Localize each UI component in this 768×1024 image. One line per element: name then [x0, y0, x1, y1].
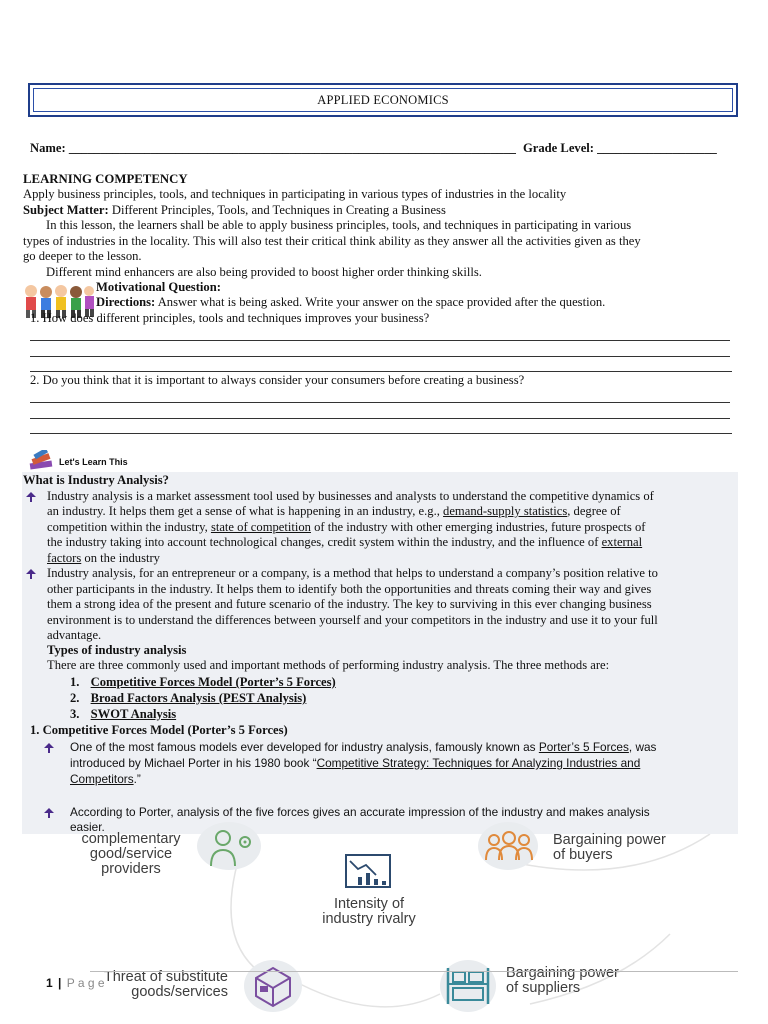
- method-3: [70, 707, 176, 722]
- rivalry-chart-icon: [344, 853, 392, 891]
- lets-learn-label: Let's Learn This: [59, 457, 128, 467]
- person-gear-icon: [207, 826, 257, 868]
- s1-line-1-tail: , was: [628, 740, 657, 754]
- p1-line-2-tail: , degree of: [567, 504, 621, 518]
- complementary-line-1: complementary: [81, 831, 181, 847]
- name-label: Name:: [30, 141, 66, 155]
- subject-text: Different Principles, Tools, and Techniques in Creating a Business: [111, 203, 446, 217]
- motivation-heading: Motivational Question:: [96, 280, 221, 294]
- complementary-label: [66, 832, 196, 877]
- p1-line-2: [47, 504, 621, 519]
- section-1-heading: 1. Competitive Forces Model (Porter’s 5 Forces): [30, 723, 288, 737]
- substitutes-line-2: goods/services: [131, 984, 228, 1000]
- arrow-bullet-icon: [44, 808, 54, 818]
- s2-line-1: According to Porter, analysis of the five forces gives an accurate impression of the industry and makes analysis: [70, 805, 650, 819]
- s1-line-1: [70, 740, 656, 754]
- arrow-bullet-icon: [26, 492, 36, 502]
- method-2: [70, 691, 306, 706]
- p1-line-3-tail: of the industry with other emerging industries, future prospects of: [310, 520, 646, 534]
- directions-text: Answer what is being asked. Write your answer on the space provided after the question.: [157, 295, 606, 309]
- industry-question: What is Industry Analysis?: [23, 473, 169, 487]
- title-box: [28, 83, 738, 117]
- link-competitive-strategy[interactable]: Competitive Strategy: Techniques for Analyzing Industries and: [316, 756, 641, 770]
- arrow-bullet-icon: [44, 743, 54, 753]
- method-1-num: 1.: [70, 675, 80, 689]
- method-2-link[interactable]: Broad Factors Analysis (PEST Analysis): [90, 691, 307, 705]
- p1-line-2-text: an industry. It helps them get a sense of what is happening in an industry, e.g.,: [47, 504, 444, 518]
- rivalry-label: [300, 897, 438, 927]
- grade-label: Grade Level:: [523, 141, 594, 155]
- substitutes-line-1: Threat of substitute: [103, 969, 228, 985]
- question-1: 1. How does different principles, tools and techniques improves your business?: [30, 311, 430, 325]
- buyers-label: [553, 833, 666, 863]
- suppliers-line-1: Bargaining power: [506, 965, 619, 981]
- method-1-link[interactable]: Competitive Forces Model (Porter’s 5 Forces): [90, 675, 336, 689]
- suppliers-line-2: of suppliers: [506, 980, 581, 996]
- directions: [96, 295, 605, 310]
- name-row: [30, 141, 516, 156]
- s1-line-3: [70, 772, 141, 786]
- s1-line-3-tail: .”: [133, 772, 141, 786]
- p1-line-1: Industry analysis is a market assessment tool used by businesses and analysts to understand the competitive dynamics of: [47, 489, 654, 503]
- name-blank[interactable]: _______________________________________________________________________: [68, 141, 516, 155]
- page-footer: [46, 976, 105, 990]
- p2-line-3: them a strong idea of the present and future scenario of the industry. The key to surviving in this ever changing business: [47, 597, 652, 611]
- link-demand-supply[interactable]: demand-supply statistics: [443, 504, 568, 518]
- p1-line-5-tail: on the industry: [81, 551, 160, 565]
- page-word: P a g e: [66, 976, 105, 990]
- page-title: APPLIED ECONOMICS: [33, 88, 733, 112]
- answer-line-2a[interactable]: [30, 402, 730, 403]
- p1-line-4: [47, 535, 642, 550]
- answer-line-2b[interactable]: [30, 418, 730, 419]
- s2-line-2: easier.: [70, 820, 105, 834]
- p2-line-4: environment is to understand the differences between yourself and your competitors in the industry and use it to your full: [47, 613, 658, 627]
- page-separator: |: [58, 976, 62, 990]
- competency-heading: LEARNING COMPETENCY: [23, 172, 188, 186]
- competency-text: Apply business principles, tools, and techniques in participating in various types of industries in the locality: [23, 187, 567, 201]
- method-3-link[interactable]: SWOT Analysis: [90, 707, 177, 721]
- buyers-line-2: of buyers: [553, 847, 613, 863]
- link-external[interactable]: external: [601, 535, 643, 549]
- complementary-line-3: providers: [101, 861, 161, 877]
- books-icon: [28, 450, 56, 472]
- answer-line-1a[interactable]: [30, 340, 730, 341]
- buyers-line-1: Bargaining power: [553, 832, 666, 848]
- rivalry-line-2: industry rivalry: [322, 911, 416, 927]
- p1-line-4-text: the industry taking into account technological changes, credit system within the industry, and the influence of: [47, 535, 602, 549]
- link-factors[interactable]: factors: [47, 551, 82, 565]
- link-competitors[interactable]: Competitors: [70, 772, 134, 786]
- p1-line-3: [47, 520, 645, 535]
- arrow-bullet-icon: [26, 569, 36, 579]
- s1-line-2-text: introduced by Michael Porter in his 1980 book “: [70, 756, 317, 770]
- answer-line-1b[interactable]: [30, 356, 730, 357]
- link-porters-5-forces[interactable]: Porter’s 5 Forces: [538, 740, 629, 754]
- answer-line-2c[interactable]: [30, 433, 732, 434]
- s1-line-1-text: One of the most famous models ever developed for industry analysis, famously known as: [70, 740, 539, 754]
- p2-line-2: other participants in the industry. It helps them to identify both the opportunities and threats coming their way and gives: [47, 582, 652, 596]
- grade-blank[interactable]: ___________________: [597, 141, 717, 155]
- question-2: 2. Do you think that it is important to always consider your consumers before creating a business?: [30, 373, 525, 387]
- s1-line-2: [70, 756, 640, 770]
- rivalry-line-1: Intensity of: [333, 896, 405, 912]
- answer-line-1c[interactable]: [30, 371, 732, 372]
- substitutes-label: [88, 970, 228, 1000]
- intro-line-1: In this lesson, the learners shall be able to apply business principles, tools, and techniques in participating in various: [46, 218, 632, 232]
- grade-row: [523, 141, 717, 156]
- p1-line-5: [47, 551, 160, 566]
- subject-label: Subject Matter:: [23, 203, 109, 217]
- p1-line-3-text: competition within the industry,: [47, 520, 211, 534]
- complementary-line-2: good/service: [89, 846, 173, 862]
- link-state-of-competition[interactable]: state of competition: [210, 520, 311, 534]
- method-3-num: 3.: [70, 707, 80, 721]
- p2-line-5: advantage.: [47, 628, 102, 642]
- intro-line-2: types of industries in the locality. This will also test their critical think ability as they answer all the activities given as they: [23, 234, 641, 248]
- intro-line-3: go deeper to the lesson.: [23, 249, 142, 263]
- buyers-group-icon: [484, 830, 534, 864]
- types-heading: Types of industry analysis: [47, 643, 187, 657]
- footer-rule: [90, 971, 738, 972]
- page-number: 1: [46, 976, 53, 990]
- p2-line-1: Industry analysis, for an entrepreneur or a company, is a method that helps to understand a company’s position relative to: [47, 566, 658, 580]
- method-2-num: 2.: [70, 691, 80, 705]
- types-intro: There are three commonly used and important methods of performing industry analysis. The three methods are:: [47, 658, 610, 672]
- method-1: [70, 675, 336, 690]
- enhancers-text: Different mind enhancers are also being provided to boost higher order thinking skills.: [46, 265, 482, 279]
- subject-matter: [23, 203, 446, 218]
- directions-label: Directions:: [96, 295, 156, 309]
